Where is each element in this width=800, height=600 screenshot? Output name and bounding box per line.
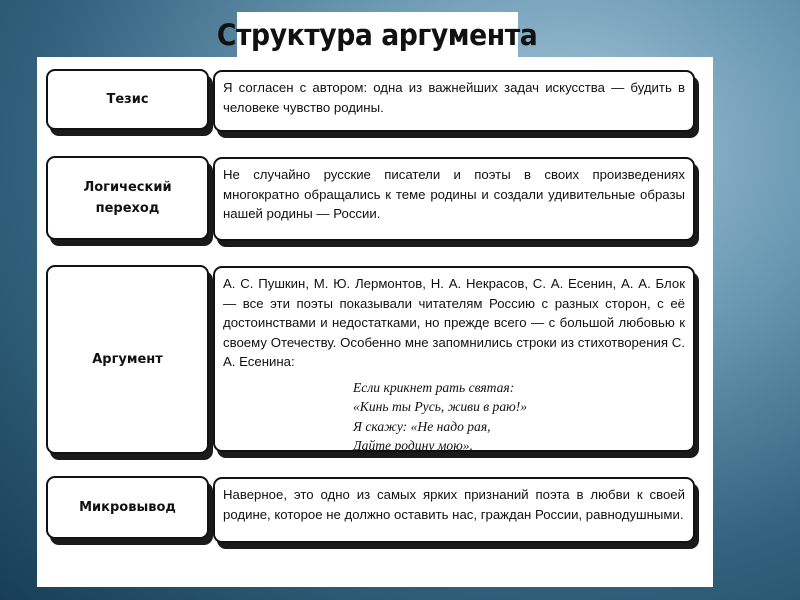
diagram-sheet [37, 57, 713, 587]
label-micro-conclusion: Микровывод [79, 500, 176, 515]
content-micro-conclusion: Наверное, это одно из самых ярких признаний поэта в любви к своей родине, которое не должно оставить нас, граждан России, равнодушными. [223, 487, 685, 522]
content-argument: А. С. Пушкин, М. Ю. Лермонтов, Н. А. Некрасов, С. А. Есенин, А. А. Блок — все эти поэты показывали читателям Россию с разных сторон, с её достоинствами и недостатками, но прежде всего — с большой любовью к своему Отечеству. Особенно мне запомнились строки из стихотворения С. А. Есенина: [223, 276, 685, 369]
poem-quote [353, 378, 693, 456]
label-box-micro-conclusion [46, 476, 209, 539]
poem-line: Если крикнет рать святая: [353, 379, 515, 395]
content-thesis: Я согласен с автором: одна из важнейших задач искусства — будить в человеке чувство родины. [223, 80, 685, 115]
content-logical-transition: Не случайно русские писатели и поэты в своих произведениях многократно обращались к теме родины и создали удивительные образы нашей родины — России. [223, 167, 685, 221]
poem-line: Дайте родину мою». [353, 438, 474, 453]
content-box-micro-conclusion [213, 477, 695, 543]
poem-line: Я скажу: «Не надо рая, [353, 418, 491, 434]
label-box-logical-transition [46, 156, 209, 240]
label-thesis: Тезис [106, 92, 149, 107]
label-box-thesis [46, 69, 209, 130]
poem-line: «Кинь ты Русь, живи в раю!» [353, 399, 528, 414]
page-title: Структура аргумента [217, 18, 538, 52]
content-box-thesis [213, 70, 695, 132]
label-box-argument [46, 265, 209, 454]
content-box-argument [213, 266, 695, 452]
title-banner [217, 12, 538, 58]
content-box-logical-transition [213, 157, 695, 241]
label-logical-transition: Логический переход [83, 180, 172, 216]
label-argument: Аргумент [92, 352, 163, 367]
